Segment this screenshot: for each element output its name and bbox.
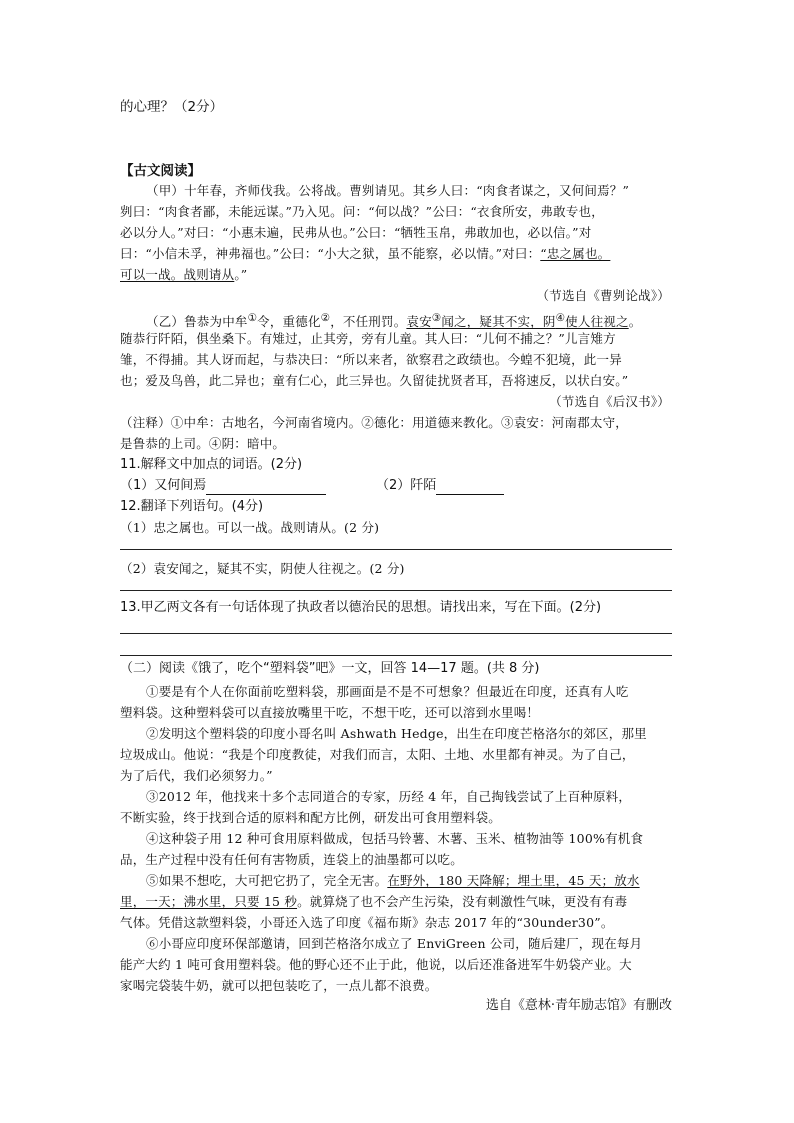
article-source: 选自《意林·青年励志馆》有删改: [485, 998, 672, 1013]
question-12-item-1: （1）忠之属也。可以一战。战则请从。(2 分): [120, 520, 380, 535]
para-3-line-1: ③2012 年，他找来十多个志同道合的专家，历经 4 年，自己掏钱尝试了上百种原料，: [146, 789, 632, 804]
question-13-title: 13.甲乙两文各有一句话体现了执政者以德治民的思想。请找出来，写在下面。(2分): [120, 600, 602, 615]
answer-line-12-1[interactable]: [120, 549, 672, 550]
note-mark-4: ④: [555, 312, 566, 324]
para-3-line-2: 不断实验，终于找到合适的原料和配方比例，研发出可食用塑料袋。: [120, 810, 502, 825]
answer-blank-11-2[interactable]: [436, 481, 504, 495]
underlined-degradation-text-1: 在野外，180 天降解；埋土里，45 天；放水: [387, 873, 640, 888]
yi-text-a: （乙）鲁恭为中牟: [146, 314, 248, 330]
answer-line-13-2[interactable]: [120, 655, 672, 656]
para-5-line-1: [146, 872, 640, 890]
para-4-line-2: 品，生产过程中没有任何有害物质，连袋上的油墨都可以吃。: [120, 852, 463, 867]
para-2-line-1: ②发明这个塑料袋的印度小哥名叫 Ashwath Hedge，出生在印度芒格洛尔的郊区，那里: [146, 726, 647, 741]
para-2-line-2: 垃圾成山。他说：“我是个印度教徒，对我们而言，太阳、土地、水里都有神灵。为了自己，: [120, 747, 635, 762]
yi-underline-b: 闻之，疑其不实，阴: [441, 314, 556, 330]
yi-underline-a: 袁安: [406, 314, 432, 330]
para-5-text-a: ⑤如果不想吃，大可把它扔了，完全无害。: [146, 873, 388, 888]
notes-line-2: 是鲁恭的上司。④阴：暗中。: [120, 436, 286, 451]
passage-yi-line-3: 雏，不得捕。其人讶而起，与恭决曰：“所以来者，欲察君之政绩也。今蝗不犯境，此一异: [120, 352, 622, 367]
source-hou-han-shu: （节选自《后汉书》）: [549, 394, 670, 409]
note-mark-3: ③: [431, 312, 442, 324]
underlined-sentence-zhan: 可以一战。战则请从: [120, 267, 235, 282]
para-1-line-1: ①要是有个人在你面前吃塑料袋，那画面是不是不可想象？但最近在印度，还真有人吃: [146, 684, 629, 699]
passage-yi-line-4: 也；爱及鸟兽，此二异也；童有仁心，此三异也。久留徒扰贤者耳，吾将速反，以状白安。”: [120, 373, 629, 388]
yi-underline-c: 使人往视之: [565, 314, 629, 330]
passage-jia-line-4-text: 曰：“小信未孚，神弗福也。”公曰：“小大之狱，虽不能察，必以情。”对曰：: [120, 246, 541, 261]
underlined-degradation-text-2: 里，一天；沸水里，只要 15 秒: [120, 894, 298, 909]
para-5-text-b: 。就算烧了也不会产生污染，没有刺激性气味，更没有有毒: [297, 894, 628, 909]
answer-line-12-2[interactable]: [120, 590, 672, 591]
question-11-item-2: [376, 477, 504, 495]
passage-jia-line-5-end: 。”: [234, 267, 248, 282]
q11-item-1-label: （1）又何间焉: [120, 478, 207, 493]
answer-blank-11-1[interactable]: [206, 481, 326, 495]
para-6-line-1: ⑥小哥应印度环保部邀请，回到芒格洛尔成立了 EnviGreen 公司，随后建厂，现在每月: [146, 936, 643, 951]
question-11-title: 11.解释文中加点的词语。(2分): [120, 457, 303, 472]
underlined-sentence-zhong: “忠之属也。: [540, 246, 611, 261]
classical-reading-heading: 【古文阅读】: [120, 163, 201, 179]
passage-jia-line-5: [120, 266, 247, 284]
previous-question-tail: 的心理？（2分）: [120, 99, 224, 115]
passage-jia-line-1: （甲）十年春，齐师伐我。公将战。曹刿请见。其乡人曰：“肉食者谋之，又何间焉？”: [146, 183, 630, 198]
para-5-line-3: 气体。凭借这款塑料袋，小哥还入选了印度《福布斯》杂志 2017 年的“30under30”。: [120, 915, 614, 930]
para-2-line-3: 为了后代，我们必须努力。”: [120, 768, 273, 783]
para-6-line-3: 家喝完袋装牛奶，就可以把包装吃了，一点儿都不浪费。: [120, 978, 438, 993]
note-mark-2: ②: [320, 312, 331, 324]
passage-yi-line-2: 随恭行阡陌，俱坐桑下。有雉过，止其旁，旁有儿童。其人曰：“儿何不捕之？”儿言雉方: [120, 331, 616, 346]
para-4-line-1: ④这种袋子用 12 种可食用原料做成，包括马铃薯、木薯、玉米、植物油等 100%有机食: [146, 831, 644, 846]
passage-jia-line-3: 必以分人。”对曰：“小惠未遍，民弗从也。”公曰：“牺牲玉帛，弗敢加也，必以信。”对: [120, 225, 592, 240]
yi-text-d: 。: [628, 314, 642, 330]
passage-jia-line-4: [120, 245, 610, 263]
para-1-line-2: 塑料袋。这种塑料袋可以直接放嘴里干吃，不想干吃，还可以溶到水里喝！: [120, 705, 540, 720]
notes-line-1: （注释）①中牟：古地名，今河南省境内。②德化：用道德来教化。③袁安：河南郡太守，: [120, 415, 629, 430]
modern-reading-heading: （二）阅读《饿了，吃个“塑料袋”吧》一文，回答 14—17 题。(共 8 分): [120, 661, 540, 676]
note-mark-1: ①: [247, 312, 258, 324]
yi-text-c: ，不任刑罚。: [330, 314, 407, 330]
question-12-title: 12.翻译下列语句。(4分): [120, 499, 264, 514]
para-5-line-2: [120, 893, 627, 911]
passage-yi-line-1: [146, 309, 641, 331]
passage-jia-line-2: 刿曰：“肉食者鄙，未能远谋。”乃入见。问：“何以战？”公曰：“衣食所安，弗敢专也，: [120, 204, 604, 219]
source-cao-gui: （节选自《曹刿论战》）: [536, 288, 670, 303]
question-11-item-1: [120, 477, 326, 495]
q11-item-2-label: （2）阡陌: [376, 478, 437, 493]
yi-text-b: 令，重德化: [257, 314, 321, 330]
answer-line-13-1[interactable]: [120, 633, 672, 634]
question-12-item-2: （2）袁安闻之，疑其不实，阴使人往视之。(2 分): [120, 561, 405, 576]
para-6-line-2: 能产大约 1 吨可食用塑料袋。他的野心还不止于此，他说，以后还准备进军牛奶袋产业。大: [120, 957, 632, 972]
underlined-sentence-yuan-an: [406, 314, 628, 329]
